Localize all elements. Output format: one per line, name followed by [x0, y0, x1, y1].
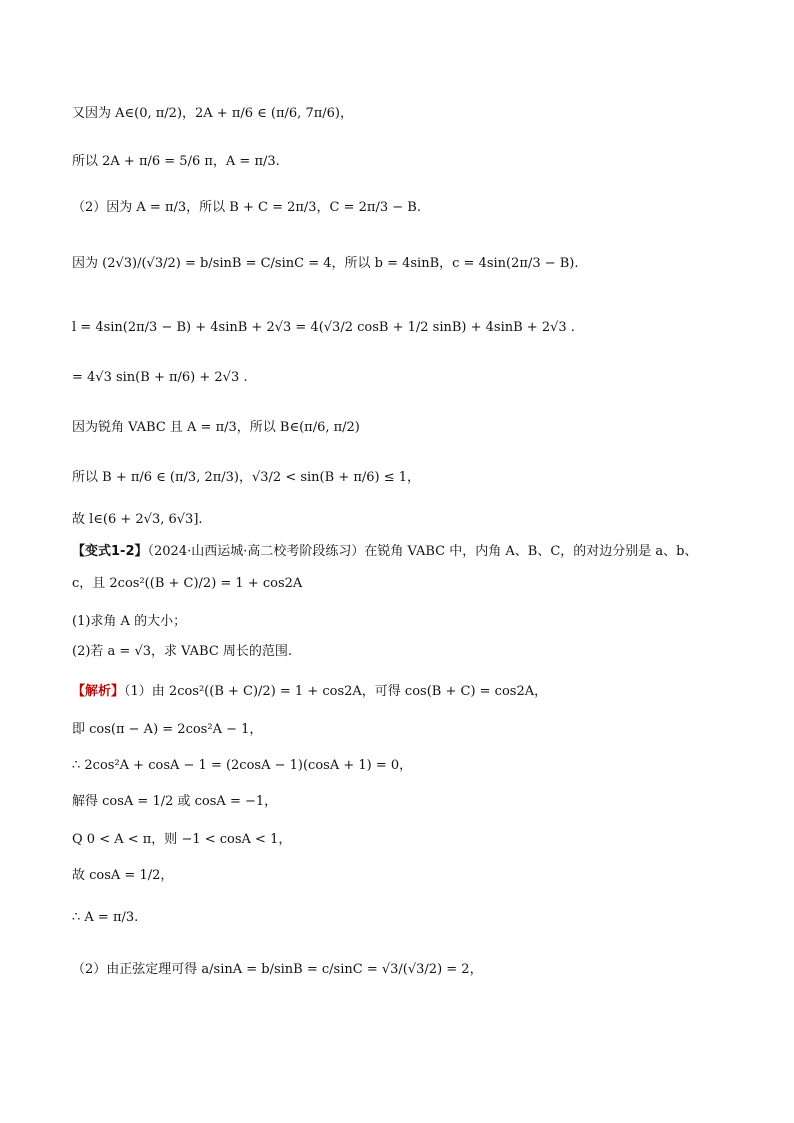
problem-statement-line2: c，且 2cos²((B + C)/2) = 1 + cos2A	[72, 576, 303, 591]
solution-line-3: （2）因为 A = π/3，所以 B + C = 2π/3，C = 2π/3 − B.	[72, 200, 421, 215]
analysis-step-2: 即 cos(π − A) = 2cos²A − 1，	[72, 722, 263, 737]
analysis-step-3: ∴ 2cos²A + cosA − 1 = (2cosA − 1)(cosA + 1) = 0，	[72, 758, 413, 773]
solution-line-1: 又因为 A∈(0, π/2)，2A + π/6 ∈ (π/6, 7π/6)，	[72, 106, 353, 121]
problem-header	[72, 542, 697, 562]
problem-statement-line1: （2024·山西运城·高二校考阶段练习）在锐角 VABC 中，内角 A、B、C，的对边分别是 a、b、	[147, 544, 698, 559]
analysis-step-1: （1）由 2cos²((B + C)/2) = 1 + cos2A，可得 cos(B + C) = cos2A，	[124, 684, 548, 699]
solution-line-2: 所以 2A + π/6 = 5/6 π，A = π/3.	[72, 154, 280, 169]
solution-line-6: = 4√3 sin(B + π/6) + 2√3 .	[72, 370, 248, 385]
problem-tag: 【变式1-2】	[72, 544, 148, 559]
analysis-step-5: Q 0 < A < π，则 −1 < cosA < 1，	[72, 832, 292, 847]
analysis-step-7: ∴ A = π/3.	[72, 910, 139, 925]
analysis-header	[72, 682, 547, 702]
solution-line-5: l = 4sin(2π/3 − B) + 4sinB + 2√3 = 4(√3/2 cosB + 1/2 sinB) + 4sinB + 2√3 .	[72, 320, 575, 335]
analysis-tag: 【解析】	[72, 684, 125, 699]
analysis-step-6: 故 cosA = 1/2，	[72, 868, 174, 883]
analysis-step-4: 解得 cosA = 1/2 或 cosA = −1，	[72, 794, 278, 809]
problem-question-1: (1)求角 A 的大小；	[72, 614, 187, 629]
solution-line-7: 因为锐角 VABC 且 A = π/3，所以 B∈(π/6, π/2)	[72, 420, 360, 435]
solution-line-4: 因为 (2√3)/(√3/2) = b/sinB = C/sinC = 4，所以 b = 4sinB，c = 4sin(2π/3 − B).	[72, 256, 579, 271]
analysis-step-8: （2）由正弦定理可得 a/sinA = b/sinB = c/sinC = √3/(√3/2) = 2，	[72, 962, 483, 977]
solution-line-8: 所以 B + π/6 ∈ (π/3, 2π/3)，√3/2 < sin(B + π/6) ≤ 1，	[72, 470, 421, 485]
solution-line-9: 故 l∈(6 + 2√3, 6√3].	[72, 512, 203, 527]
problem-question-2: (2)若 a = √3，求 VABC 周长的范围.	[72, 644, 293, 659]
